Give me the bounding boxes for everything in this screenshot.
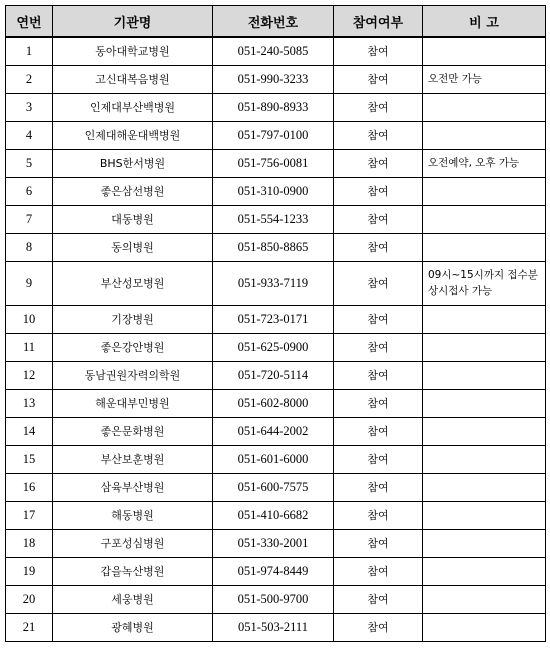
institution-name: 동의병원 (53, 233, 213, 261)
remarks-cell (423, 205, 546, 233)
header-no: 연번 (6, 6, 53, 38)
institution-name: 좋은문화병원 (53, 417, 213, 445)
table-row (6, 205, 546, 233)
remarks-cell (423, 361, 546, 389)
phone-number: 051-933-7119 (213, 261, 334, 305)
remarks-cell (423, 417, 546, 445)
phone-number: 051-240-5085 (213, 37, 334, 65)
phone-number: 051-990-3233 (213, 65, 334, 93)
remarks-cell (423, 445, 546, 473)
institution-name: 광혜병원 (53, 613, 213, 641)
row-number: 7 (6, 205, 53, 233)
participation-status: 참여 (334, 333, 423, 361)
institution-name: BHS한서병원 (53, 149, 213, 177)
row-number: 2 (6, 65, 53, 93)
remarks-cell (423, 333, 546, 361)
row-number: 14 (6, 417, 53, 445)
row-number: 18 (6, 529, 53, 557)
participation-status: 참여 (334, 361, 423, 389)
remarks-cell (423, 389, 546, 417)
participation-status: 참여 (334, 445, 423, 473)
participation-status: 참여 (334, 177, 423, 205)
row-number: 9 (6, 261, 53, 305)
remarks-cell (423, 121, 546, 149)
participation-status: 참여 (334, 233, 423, 261)
phone-number: 051-600-7575 (213, 473, 334, 501)
table-row (6, 501, 546, 529)
participation-status: 참여 (334, 121, 423, 149)
table-row (6, 149, 546, 177)
participation-status: 참여 (334, 613, 423, 641)
remarks-cell (423, 585, 546, 613)
phone-number: 051-850-8865 (213, 233, 334, 261)
remarks-cell (423, 473, 546, 501)
institution-name: 대동병원 (53, 205, 213, 233)
row-number: 1 (6, 37, 53, 65)
table-row (6, 613, 546, 641)
participation-status: 참여 (334, 389, 423, 417)
participation-status: 참여 (334, 205, 423, 233)
phone-number: 051-720-5114 (213, 361, 334, 389)
table-row (6, 305, 546, 333)
institution-name: 부산성모병원 (53, 261, 213, 305)
phone-number: 051-554-1233 (213, 205, 334, 233)
header-institution: 기관명 (53, 6, 213, 38)
table-row (6, 333, 546, 361)
participation-status: 참여 (334, 149, 423, 177)
row-number: 10 (6, 305, 53, 333)
phone-number: 051-500-9700 (213, 585, 334, 613)
participation-status: 참여 (334, 261, 423, 305)
institution-name: 인제대해운대백병원 (53, 121, 213, 149)
institution-name: 삼육부산병원 (53, 473, 213, 501)
phone-number: 051-602-8000 (213, 389, 334, 417)
phone-number: 051-890-8933 (213, 93, 334, 121)
row-number: 17 (6, 501, 53, 529)
table-row (6, 121, 546, 149)
institution-name: 좋은삼선병원 (53, 177, 213, 205)
remarks-cell (423, 177, 546, 205)
header-phone: 전화번호 (213, 6, 334, 38)
table-row (6, 37, 546, 65)
phone-number: 051-330-2001 (213, 529, 334, 557)
table-header-row (6, 6, 546, 38)
phone-number: 051-410-6682 (213, 501, 334, 529)
phone-number: 051-797-0100 (213, 121, 334, 149)
row-number: 3 (6, 93, 53, 121)
row-number: 15 (6, 445, 53, 473)
row-number: 16 (6, 473, 53, 501)
table-row (6, 417, 546, 445)
phone-number: 051-974-8449 (213, 557, 334, 585)
institution-name: 동남권원자력의학원 (53, 361, 213, 389)
institution-name: 부산보훈병원 (53, 445, 213, 473)
participation-status: 참여 (334, 93, 423, 121)
table-body (6, 37, 546, 641)
remarks-cell: 오전예약, 오후 가능 (423, 149, 546, 177)
institution-name: 인제대부산백병원 (53, 93, 213, 121)
participation-status: 참여 (334, 65, 423, 93)
row-number: 8 (6, 233, 53, 261)
participation-status: 참여 (334, 37, 423, 65)
row-number: 13 (6, 389, 53, 417)
table-row (6, 233, 546, 261)
table-row (6, 557, 546, 585)
remarks-cell (423, 557, 546, 585)
phone-number: 051-723-0171 (213, 305, 334, 333)
institution-name: 갑을녹산병원 (53, 557, 213, 585)
row-number: 5 (6, 149, 53, 177)
table-row (6, 389, 546, 417)
institution-name: 해동병원 (53, 501, 213, 529)
hospital-table-container (5, 5, 545, 642)
remarks-cell: 09시~15시까지 접수분 상시접사 가능 (423, 261, 546, 305)
phone-number: 051-756-0081 (213, 149, 334, 177)
institution-name: 좋은강안병원 (53, 333, 213, 361)
remarks-cell (423, 613, 546, 641)
row-number: 12 (6, 361, 53, 389)
table-row (6, 93, 546, 121)
table-row (6, 361, 546, 389)
row-number: 6 (6, 177, 53, 205)
institution-name: 고신대복음병원 (53, 65, 213, 93)
header-participation: 참여여부 (334, 6, 423, 38)
header-remarks: 비 고 (423, 6, 546, 38)
phone-number: 051-503-2111 (213, 613, 334, 641)
phone-number: 051-601-6000 (213, 445, 334, 473)
remarks-cell (423, 305, 546, 333)
institution-name: 세웅병원 (53, 585, 213, 613)
table-row (6, 261, 546, 305)
remarks-cell (423, 233, 546, 261)
participation-status: 참여 (334, 529, 423, 557)
row-number: 21 (6, 613, 53, 641)
participation-status: 참여 (334, 473, 423, 501)
participation-status: 참여 (334, 305, 423, 333)
table-row (6, 445, 546, 473)
table-row (6, 177, 546, 205)
table-row (6, 473, 546, 501)
participation-status: 참여 (334, 557, 423, 585)
institution-name: 구포성심병원 (53, 529, 213, 557)
hospital-participation-table (5, 5, 546, 642)
remarks-cell (423, 93, 546, 121)
table-row (6, 65, 546, 93)
institution-name: 동아대학교병원 (53, 37, 213, 65)
phone-number: 051-625-0900 (213, 333, 334, 361)
row-number: 11 (6, 333, 53, 361)
row-number: 4 (6, 121, 53, 149)
remarks-cell (423, 529, 546, 557)
table-row (6, 585, 546, 613)
phone-number: 051-310-0900 (213, 177, 334, 205)
remarks-cell (423, 501, 546, 529)
institution-name: 기장병원 (53, 305, 213, 333)
row-number: 20 (6, 585, 53, 613)
participation-status: 참여 (334, 417, 423, 445)
institution-name: 해운대부민병원 (53, 389, 213, 417)
row-number: 19 (6, 557, 53, 585)
participation-status: 참여 (334, 501, 423, 529)
participation-status: 참여 (334, 585, 423, 613)
phone-number: 051-644-2002 (213, 417, 334, 445)
table-row (6, 529, 546, 557)
remarks-cell (423, 37, 546, 65)
remarks-cell: 오전만 가능 (423, 65, 546, 93)
